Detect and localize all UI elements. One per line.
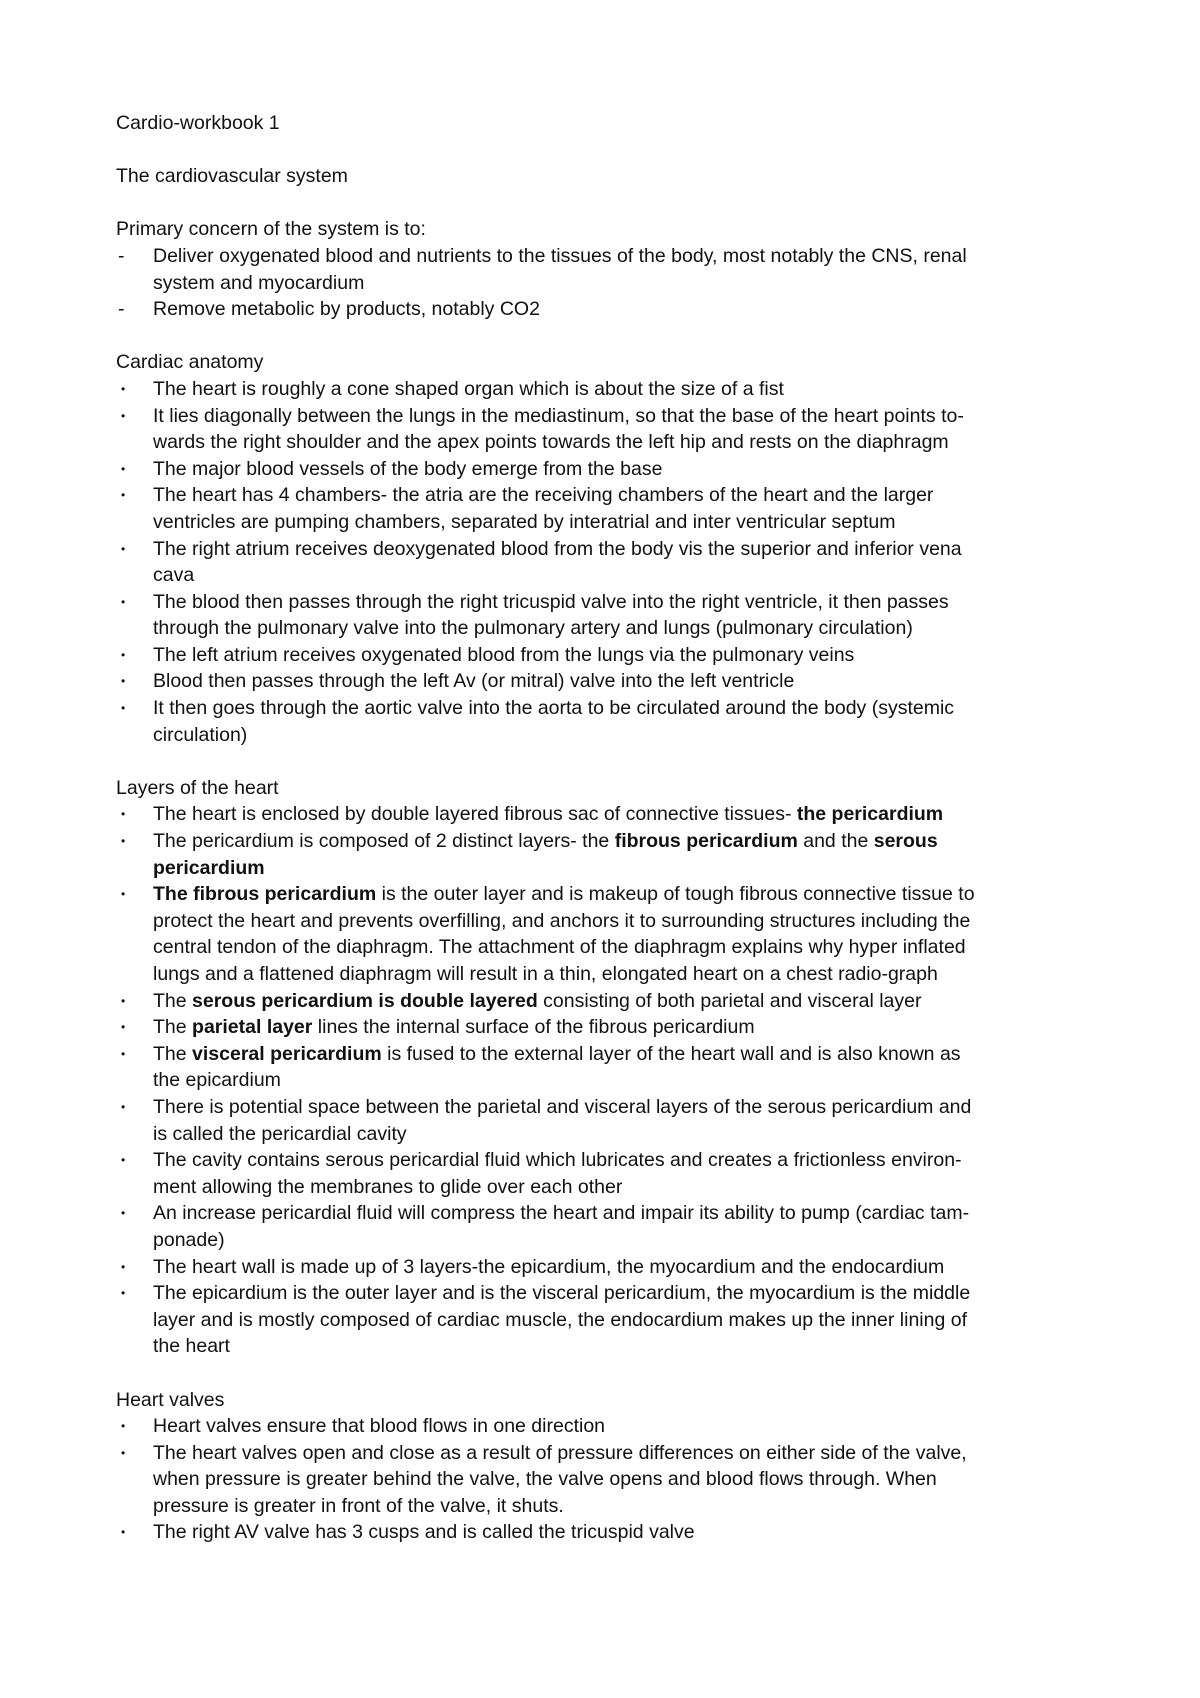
list-item <box>116 1254 1096 1281</box>
list-item-text: The heart wall is made up of 3 layers-the epicardium, the myocardium and the endocardium <box>153 1255 945 1278</box>
list-item <box>116 482 1096 535</box>
list-item-text: Heart valves ensure that blood flows in one direction <box>153 1415 606 1438</box>
list-item <box>116 642 1096 669</box>
bold-term: serous pericardium is double layered <box>192 989 538 1012</box>
document-body <box>116 110 1096 1546</box>
spacer <box>116 1360 1096 1387</box>
list-item-text: ment allowing the membranes to glide over each other <box>153 1175 623 1198</box>
list-item-text: The right atrium receives deoxygenated blood from the body vis the superior and inferior vena <box>153 537 962 560</box>
section-heading-heart-valves: Heart valves <box>116 1388 225 1411</box>
heart-valves-list <box>116 1413 1096 1546</box>
section-heading-layers: Layers of the heart <box>116 776 279 799</box>
list-item <box>116 589 1096 642</box>
dash-marker: - <box>118 244 125 267</box>
list-item-text: and the <box>797 830 874 853</box>
list-item-text: ventricles are pumping chambers, separated by interatrial and inter ventricular septum <box>153 510 896 533</box>
list-item-text: is fused to the external layer of the heart wall and is also known as <box>381 1042 961 1065</box>
list-item <box>116 243 1096 296</box>
list-item-text: The pericardium is composed of 2 distinct layers- the <box>153 830 615 853</box>
document-title: Cardio-workbook 1 <box>116 112 280 134</box>
list-item-text: wards the right shoulder and the apex points towards the left hip and rests on the diaphragm <box>153 431 949 454</box>
list-item-text: The right AV valve has 3 cusps and is called the tricuspid valve <box>153 1521 695 1544</box>
list-item <box>116 1440 1096 1520</box>
spacer <box>116 323 1096 350</box>
spacer <box>116 190 1096 217</box>
list-item <box>116 536 1096 589</box>
bullet-marker: • <box>121 488 126 503</box>
list-item-text: ponade) <box>153 1228 225 1251</box>
bullet-marker: • <box>121 1525 126 1540</box>
list-item <box>116 801 1096 828</box>
list-item-text: The heart is roughly a cone shaped organ which is about the size of a fist <box>153 377 784 400</box>
list-item-text: An increase pericardial fluid will compress the heart and impair its ability to pump (cardiac tam- <box>153 1202 970 1225</box>
bullet-marker: • <box>121 1099 126 1114</box>
cardiac-anatomy-list <box>116 376 1096 748</box>
list-item-text: The heart is enclosed by double layered fibrous sac of connective tissues- <box>153 803 797 826</box>
list-item <box>116 881 1096 987</box>
bullet-marker: • <box>121 1445 126 1460</box>
list-item-text: through the pulmonary valve into the pulmonary artery and lungs (pulmonary circulation) <box>153 617 913 640</box>
bullet-marker: • <box>121 834 126 849</box>
list-item-text: is the outer layer and is makeup of tough fibrous connective tissue to <box>376 883 975 906</box>
list-item-text: Deliver oxygenated blood and nutrients to the tissues of the body, most notably the CNS, renal <box>153 244 967 267</box>
bullet-marker: • <box>121 594 126 609</box>
list-item-line <box>153 801 1096 828</box>
list-item-text: lungs and a flattened diaphragm will result in a thin, elongated heart on a chest radio-graph <box>153 963 938 985</box>
list-item <box>116 828 1096 881</box>
dash-marker: - <box>118 298 125 321</box>
list-item <box>116 296 1096 323</box>
list-item-text: The cavity contains serous pericardial fluid which lubricates and creates a frictionless environ- <box>153 1149 962 1172</box>
section-heading-cardiac-anatomy: Cardiac anatomy <box>116 351 264 374</box>
list-item <box>116 1094 1096 1147</box>
bold-term: pericardium <box>153 856 265 879</box>
bold-term: the pericardium <box>796 803 944 826</box>
list-item <box>116 695 1096 748</box>
list-item-text: The left atrium receives oxygenated blood from the lungs via the pulmonary veins <box>153 643 855 666</box>
bullet-marker: • <box>121 541 126 556</box>
bullet-marker: • <box>121 701 126 716</box>
list-item-text: The <box>153 1016 193 1039</box>
list-item-text: There is potential space between the parietal and visceral layers of the serous pericardium and <box>153 1095 972 1118</box>
list-item-text: Blood then passes through the left Av (or mitral) valve into the left ventricle <box>153 670 795 693</box>
list-item-line <box>153 1014 1096 1041</box>
list-item <box>116 668 1096 695</box>
list-item-text: protect the heart and prevents overfilling, and anchors it to surrounding structures including the <box>153 909 971 932</box>
bullet-marker: • <box>121 1206 126 1221</box>
bullet-marker: • <box>121 647 126 662</box>
list-item-text: Remove metabolic by products, notably CO2 <box>153 298 540 321</box>
list-item-line <box>153 828 1096 855</box>
list-item-text: is called the pericardial cavity <box>153 1122 407 1145</box>
list-item-text: The heart valves open and close as a result of pressure differences on either side of the valve, <box>153 1441 967 1464</box>
bullet-marker: • <box>121 1046 126 1061</box>
list-item <box>116 1280 1096 1360</box>
list-item-text: lines the internal surface of the fibrous pericardium <box>312 1016 755 1039</box>
list-item-line <box>153 855 1096 882</box>
list-item-text: layer and is mostly composed of cardiac muscle, the endocardium makes up the inner lining of <box>153 1308 967 1331</box>
spacer <box>116 137 1096 164</box>
bullet-marker: • <box>121 1153 126 1168</box>
document-subtitle: The cardiovascular system <box>116 165 348 188</box>
bullet-marker: • <box>121 1020 126 1035</box>
list-item-text: The heart has 4 chambers- the atria are the receiving chambers of the heart and the larger <box>153 484 934 507</box>
list-item <box>116 1014 1096 1041</box>
list-item-text: The <box>153 989 193 1012</box>
list-item-text: central tendon of the diaphragm. The attachment of the diaphragm explains why hyper inflated <box>153 936 966 959</box>
bullet-marker: • <box>121 993 126 1008</box>
bold-term: parietal layer <box>192 1016 313 1039</box>
bullet-marker: • <box>121 1286 126 1301</box>
list-item <box>116 456 1096 483</box>
spacer <box>116 748 1096 775</box>
bold-term: visceral pericardium <box>192 1042 382 1065</box>
bullet-marker: • <box>121 381 126 396</box>
bullet-marker: • <box>121 461 126 476</box>
bullet-marker: • <box>121 674 126 689</box>
bullet-marker: • <box>121 1259 126 1274</box>
list-item-line <box>153 881 1096 908</box>
list-item <box>116 1519 1096 1546</box>
bold-term: The fibrous pericardium <box>153 883 377 906</box>
bullet-marker: • <box>121 408 126 423</box>
layers-list <box>116 801 1096 1359</box>
list-item-text: cava <box>153 564 195 587</box>
list-item <box>116 376 1096 403</box>
list-item <box>116 1413 1096 1440</box>
list-item <box>116 1200 1096 1253</box>
bullet-marker: • <box>121 887 126 902</box>
list-item-text: system and myocardium <box>153 271 365 294</box>
list-item-text: It lies diagonally between the lungs in the mediastinum, so that the base of the heart points to- <box>153 404 964 427</box>
list-item-text: The blood then passes through the right tricuspid valve into the right ventricle, it then passes <box>153 590 949 613</box>
list-item-text: The major blood vessels of the body emerge from the base <box>153 457 663 480</box>
list-item-text: the heart <box>153 1335 230 1358</box>
bullet-marker: • <box>121 807 126 822</box>
primary-concern-list <box>116 243 1096 323</box>
list-item-text: consisting of both parietal and visceral layer <box>537 989 922 1012</box>
bold-term: fibrous pericardium <box>614 830 798 853</box>
section-heading-primary-concern: Primary concern of the system is to: <box>116 218 426 241</box>
list-item <box>116 403 1096 456</box>
bold-term: serous <box>873 830 938 853</box>
list-item <box>116 1147 1096 1200</box>
list-item-text: The <box>153 1042 193 1065</box>
bullet-marker: • <box>121 1419 126 1434</box>
list-item-text: pressure is greater in front of the valve, it shuts. <box>153 1494 564 1517</box>
list-item-text: It then goes through the aortic valve into the aorta to be circulated around the body (systemic <box>153 697 955 720</box>
list-item-line <box>153 1041 1096 1068</box>
list-item-text: The epicardium is the outer layer and is the visceral pericardium, the myocardium is the middle <box>153 1282 971 1305</box>
list-item-text: the epicardium <box>153 1069 281 1092</box>
list-item <box>116 988 1096 1015</box>
list-item-text: when pressure is greater behind the valve, the valve opens and blood flows through. When <box>153 1468 937 1491</box>
list-item <box>116 1041 1096 1094</box>
list-item-text: circulation) <box>153 723 248 746</box>
list-item-line <box>153 988 1096 1015</box>
